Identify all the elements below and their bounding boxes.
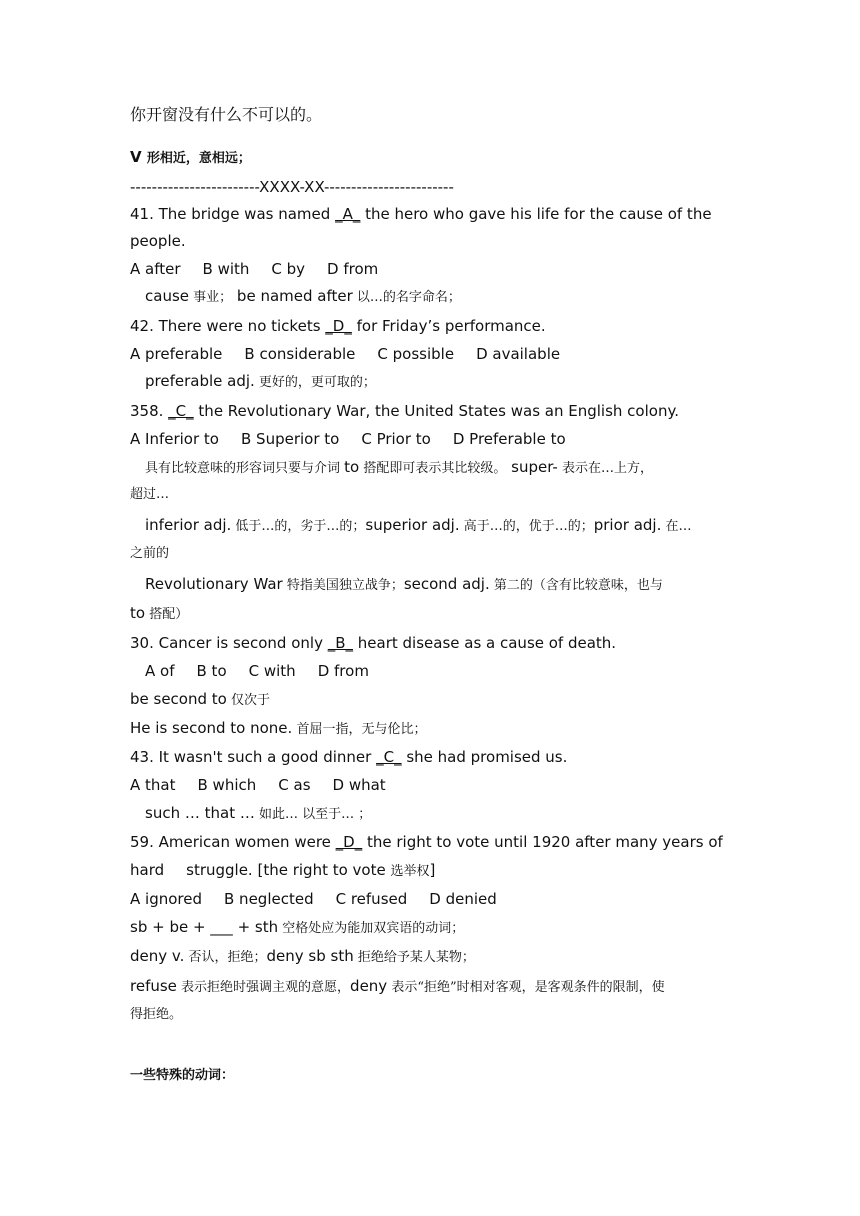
note-term: sb + be + ___ + sth <box>130 918 279 936</box>
note-30-1 <box>130 689 270 711</box>
divider: ------------------------XXXX-XX------------------------ <box>130 178 454 196</box>
option-d: D what <box>332 776 386 794</box>
option-d: D available <box>476 345 561 363</box>
options-41 <box>130 259 378 279</box>
note-43 <box>130 803 371 825</box>
note-text: 表示拒绝时强调主观的意愿， <box>176 980 351 995</box>
note-term: deny v. <box>130 947 185 965</box>
option-c: C with <box>248 662 296 680</box>
question-text: ] <box>429 861 436 879</box>
question-43 <box>130 747 567 767</box>
option-c: C possible <box>377 345 455 363</box>
note-text: 选举权 <box>390 864 430 879</box>
note-59-1 <box>130 917 464 939</box>
note-term: deny <box>350 977 388 995</box>
note-42 <box>130 371 376 393</box>
options-358 <box>130 429 566 449</box>
note-term: super- <box>511 458 558 476</box>
note-358-4: 之前的 <box>130 546 170 561</box>
option-b: B which <box>197 776 257 794</box>
section-v-heading <box>130 147 251 169</box>
note-text: 表示在…上方， <box>557 461 653 476</box>
question-text-cont: she had promised us. <box>401 748 568 766</box>
note-358-6 <box>130 603 188 625</box>
options-59 <box>130 889 497 909</box>
note-term: to <box>130 604 146 622</box>
note-term: to <box>344 458 360 476</box>
note-term: prior adj. <box>593 516 662 534</box>
note-term: preferable adj. <box>145 372 255 390</box>
question-text: 30. Cancer is second only <box>130 634 328 652</box>
option-b: B to <box>196 662 227 680</box>
question-text: 59. American women were <box>130 833 336 851</box>
note-text: 事业； <box>189 290 233 305</box>
answer: _C_ <box>376 748 402 766</box>
option-b: B neglected <box>224 890 314 908</box>
note-text: 空格处应为能加双宾语的动词； <box>278 921 465 936</box>
note-text: 第二的（含有比较意味，也与 <box>489 578 663 593</box>
question-text-cont: the Revolutionary War, the United States was an English colony. <box>193 402 679 420</box>
question-59-cont <box>130 860 435 882</box>
section-verbs-heading: 一些特殊的动词： <box>130 1068 235 1083</box>
answer: _A_ <box>335 205 361 223</box>
question-59 <box>130 832 723 852</box>
option-c: C by <box>271 260 306 278</box>
note-59-2 <box>130 946 475 968</box>
note-term: cause <box>145 287 189 305</box>
option-d: D denied <box>429 890 497 908</box>
note-30-2 <box>130 718 426 740</box>
note-text: 低于…的，劣于…的； <box>231 519 366 534</box>
question-text: 358. <box>130 402 169 420</box>
question-358 <box>130 401 679 421</box>
note-358-3 <box>130 515 692 537</box>
option-c: C Prior to <box>361 430 431 448</box>
option-a: A of <box>145 662 175 680</box>
option-c: C refused <box>335 890 408 908</box>
question-text-cont: the right to vote until 1920 after many years of <box>362 833 723 851</box>
question-41 <box>130 204 734 224</box>
question-text: 41. The bridge was named <box>130 205 336 223</box>
note-term: such … that … <box>145 804 255 822</box>
note-term: second adj. <box>403 575 490 593</box>
note-text: 具有比较意味的形容词只要与介词 <box>145 461 345 476</box>
note-term: be named after <box>236 287 353 305</box>
note-text: 高于…的，优于…的； <box>459 519 594 534</box>
option-b: B Superior to <box>240 430 340 448</box>
note-358-5 <box>130 574 663 596</box>
note-text: 否认，拒绝； <box>184 950 267 965</box>
note-text: 表示“拒绝”时相对客观，是客观条件的限制，使 <box>387 980 665 995</box>
option-c: C as <box>278 776 311 794</box>
option-a: A after <box>130 260 181 278</box>
note-59-4: 得拒绝。 <box>130 1007 183 1022</box>
option-d: D from <box>327 260 379 278</box>
options-43 <box>130 775 386 795</box>
note-text: 在… <box>661 519 692 534</box>
option-b: B considerable <box>244 345 356 363</box>
note-term: He is second to none. <box>130 719 293 737</box>
note-text: 以…的名字命名； <box>352 290 461 305</box>
note-term: Revolutionary War <box>145 575 283 593</box>
answer: _D_ <box>325 317 352 335</box>
note-text: 如此… 以至于… ； <box>254 807 372 822</box>
note-358-2: 超过… <box>130 487 170 502</box>
answer: _B_ <box>327 634 354 652</box>
question-41-cont: people. <box>130 232 186 250</box>
question-text-cont: heart disease as a cause of death. <box>353 634 617 652</box>
note-text: 仅次于 <box>226 693 270 708</box>
section-number: V <box>130 148 142 166</box>
option-a: A Inferior to <box>130 430 219 448</box>
answer: _D_ <box>335 833 363 851</box>
note-text: 拒绝给予某人某物； <box>353 950 475 965</box>
option-a: A ignored <box>130 890 202 908</box>
options-42 <box>130 344 560 364</box>
option-d: D Preferable to <box>452 430 566 448</box>
note-term: inferior adj. <box>145 516 232 534</box>
question-text: hard <box>130 861 165 879</box>
question-text: 42. There were no tickets <box>130 317 326 335</box>
question-text: struggle. [the right to vote <box>186 861 391 879</box>
question-42 <box>130 316 546 336</box>
note-term: superior adj. <box>365 516 460 534</box>
note-59-3 <box>130 976 665 998</box>
note-text: 首屈一指，无与伦比； <box>292 722 427 737</box>
note-41 <box>130 286 461 308</box>
options-30 <box>130 661 369 681</box>
question-text-cont: for Friday’s performance. <box>351 317 546 335</box>
option-a: A preferable <box>130 345 223 363</box>
note-term: be second to <box>130 690 227 708</box>
note-text: 搭配） <box>145 607 189 622</box>
section-title: 形相近，意相远； <box>146 151 251 166</box>
question-30 <box>130 633 616 653</box>
question-text-cont: the hero who gave his life for the cause of the <box>360 205 712 223</box>
note-text: 更好的，更可取的； <box>254 375 376 390</box>
option-a: A that <box>130 776 176 794</box>
option-d: D from <box>317 662 369 680</box>
note-term: deny sb sth <box>266 947 354 965</box>
note-358-1 <box>130 457 653 479</box>
top-line: 你开窗没有什么不可以的。 <box>130 105 323 124</box>
note-text: 特指美国独立战争； <box>282 578 404 593</box>
note-term: refuse <box>130 977 177 995</box>
answer: _C_ <box>168 402 194 420</box>
option-b: B with <box>202 260 250 278</box>
note-text: 搭配即可表示其比较级。 <box>359 461 507 476</box>
question-text: 43. It wasn't such a good dinner <box>130 748 377 766</box>
